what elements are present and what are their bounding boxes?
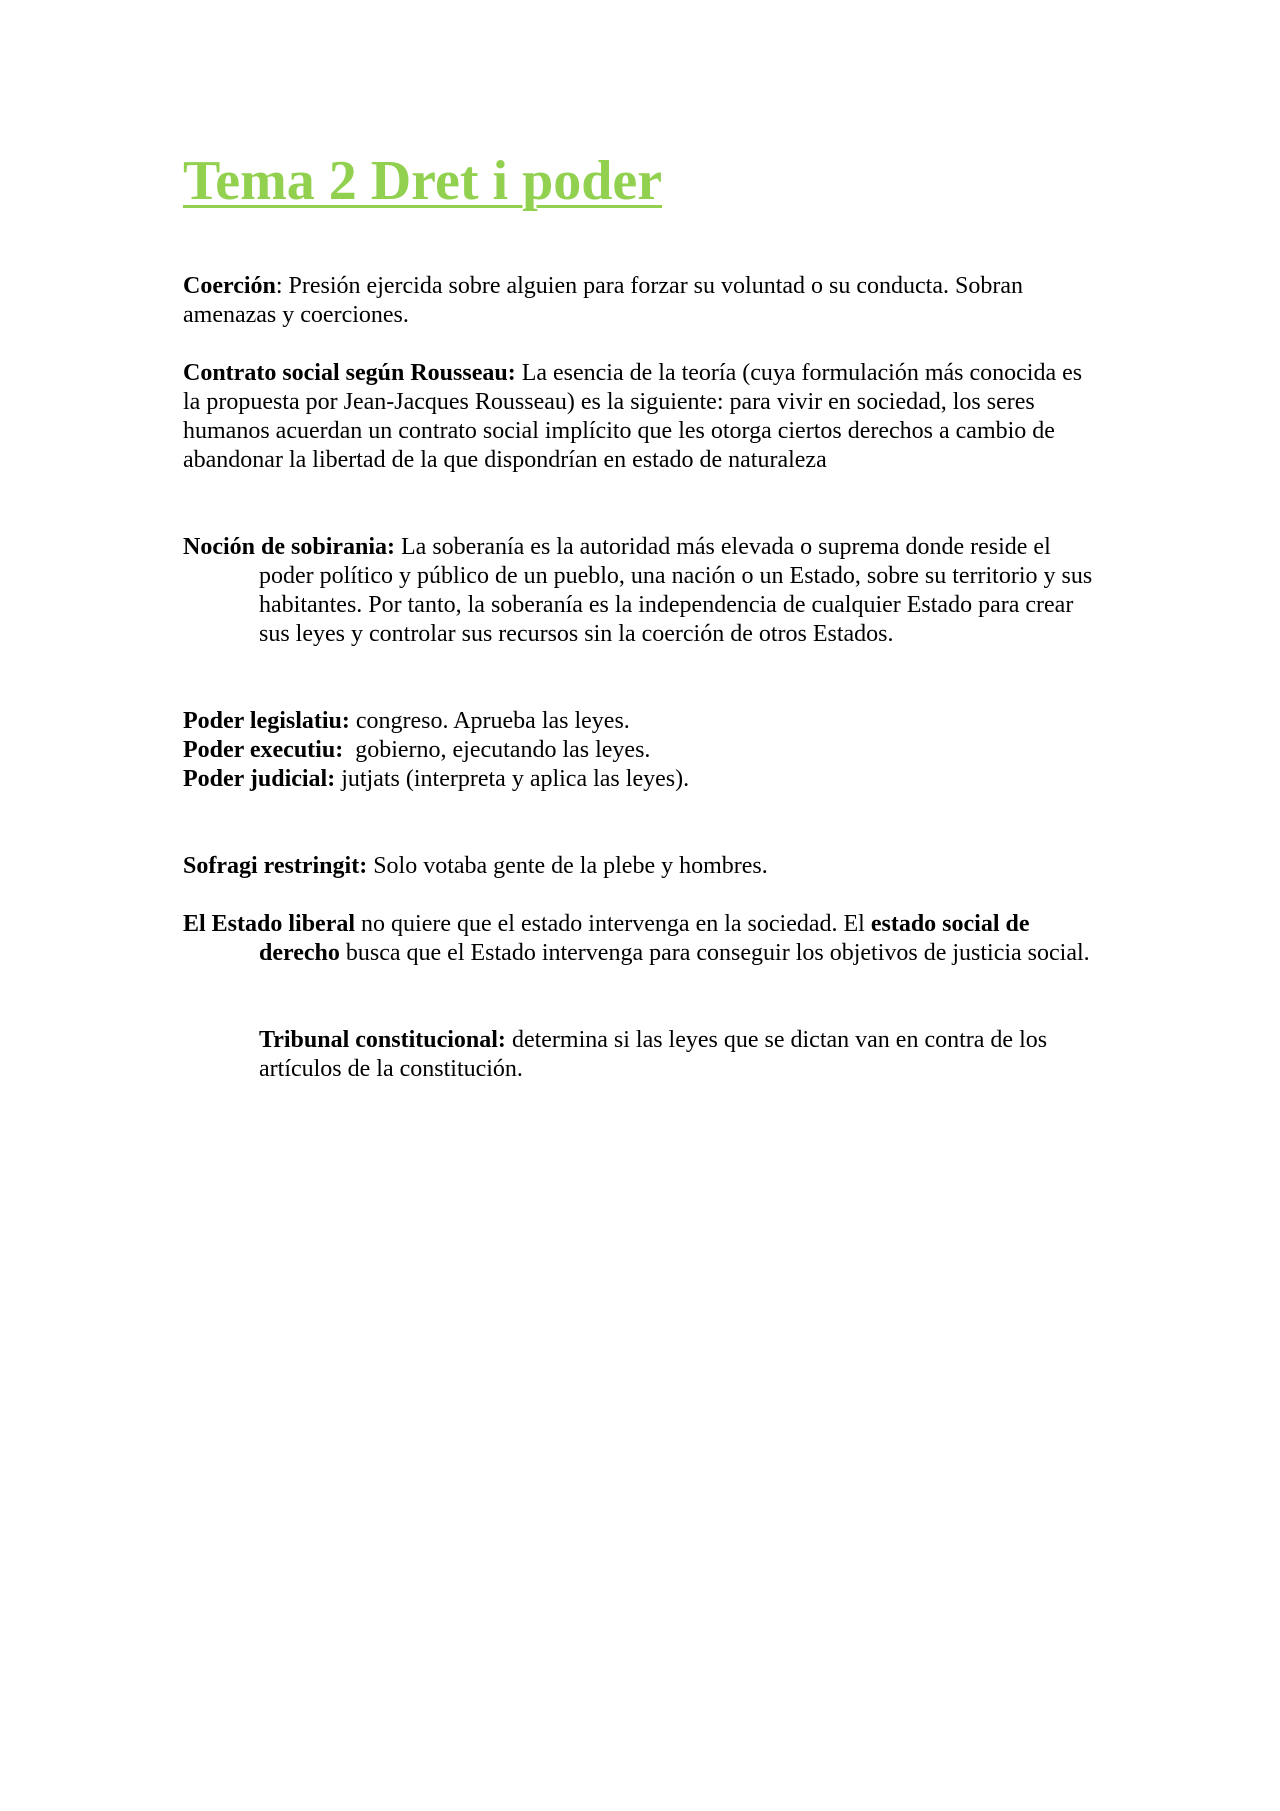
sufragi-paragraph [183,852,1103,881]
poder-judicial-term: Poder judicial: [183,766,336,792]
sobirania-term: Noción de sobirania: [183,534,396,560]
tribunal-definition: determina si las leyes que se dictan van en contra de los artículos de la constitución. [259,1027,1048,1082]
poder-executiu-text: gobierno, ejecutando las leyes. [343,737,651,763]
contrato-social-paragraph [183,359,1103,475]
poder-legislatiu-item [183,707,1103,736]
poder-judicial-item [183,765,1103,794]
poder-executiu-item [183,736,1103,765]
tribunal-term: Tribunal constitucional: [259,1027,506,1053]
sobirania-paragraph [183,533,1103,649]
page-title: Tema 2 Dret i poder [183,150,663,212]
estado-social-text: busca que el Estado intervenga para conseguir los objetivos de justicia social. [339,940,1090,966]
tribunal-paragraph [259,1026,1103,1084]
estado-paragraph [183,910,1103,968]
sufragi-term: Sofragi restringit: [183,853,368,879]
estado-social-term: estado social de derecho [259,911,1030,966]
coercion-term: Coerción [183,273,276,299]
contrato-social-term: Contrato social según Rousseau: [183,360,516,386]
estado-liberal-term: El Estado liberal [183,911,356,937]
poderes-list [183,707,1103,794]
estado-liberal-text: no quiere que el estado intervenga en la sociedad. El [355,911,871,937]
sufragi-definition: Solo votaba gente de la plebe y hombres. [367,853,768,879]
poder-executiu-term: Poder executiu: [183,737,344,763]
sobirania-definition: La soberanía es la autoridad más elevada o suprema donde reside el poder político y público de un pueblo, una nación o un Estado, sobre su territorio y sus habitantes. Por tanto, la soberanía es la independencia de cualquier Estado para crear sus leyes y controlar sus recursos sin la coerción de otros Estados. [259,534,1093,647]
coercion-definition: : Presión ejercida sobre alguien para forzar su voluntad o su conducta. Sobran amenazas y coerciones. [183,273,1023,328]
poder-legislatiu-text: congreso. Aprueba las leyes. [349,708,630,734]
poder-judicial-text: jutjats (interpreta y aplica las leyes). [335,766,690,792]
poder-legislatiu-term: Poder legislatiu: [183,708,350,734]
coercion-paragraph [183,272,1103,330]
contrato-social-definition: La esencia de la teoría (cuya formulación más conocida es la propuesta por Jean-Jacques Rousseau) es la siguiente: para vivir en sociedad, los seres humanos acuerdan un contrato social implícito que les otorga ciertos derechos a cambio de abandonar la libertad de la que dispondrían en estado de naturaleza [183,360,1083,473]
